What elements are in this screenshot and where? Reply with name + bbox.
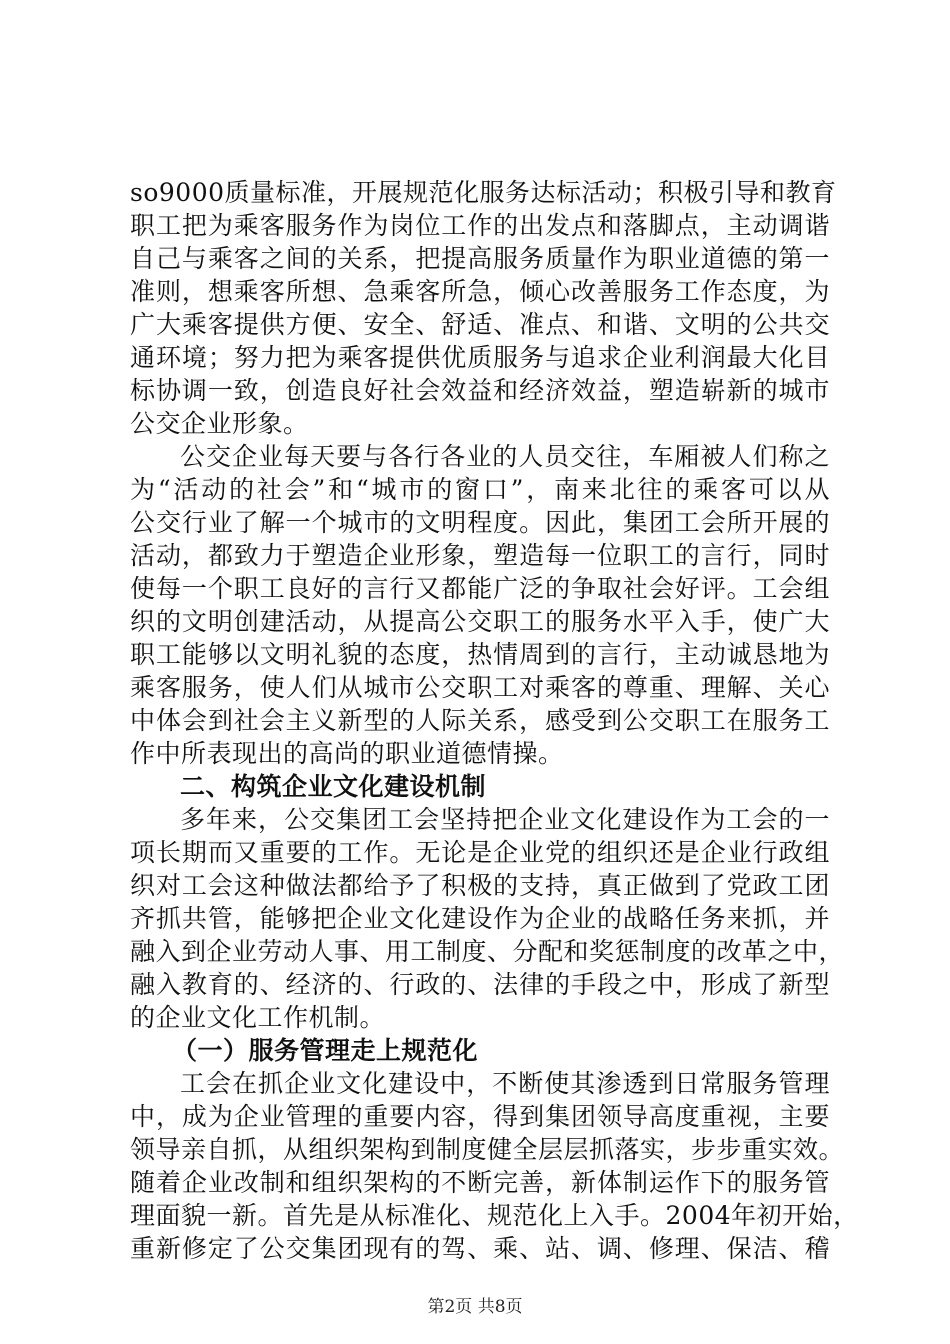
text-line: 乘客服务，使人们从城市公交职工对乘客的尊重、理解、关心 (130, 673, 830, 702)
text-line: 多年来，公交集团工会坚持把企业文化建设作为工会的一 (180, 805, 830, 834)
text-line: 工会在抓企业文化建设中，不断使其渗透到日常服务管理 (180, 1069, 830, 1098)
text-line: 中体会到社会主义新型的人际关系，感受到公交职工在服务工 (130, 706, 830, 735)
text-line: 重新修定了公交集团现有的驾、乘、站、调、修理、保洁、稽 (130, 1234, 830, 1263)
text-line: 使每一个职工良好的言行又都能广泛的争取社会好评。工会组 (130, 574, 830, 603)
text-line: 随着企业改制和组织架构的不断完善，新体制运作下的服务管 (130, 1168, 830, 1197)
section-heading: 二、构筑企业文化建设机制 (180, 772, 487, 801)
text-line: 公交企业形象。 (130, 409, 309, 438)
text-line: 织的文明创建活动，从提高公交职工的服务水平入手，使广大 (130, 607, 830, 636)
text-line: 织对工会这种做法都给予了积极的支持，真正做到了党政工团 (130, 871, 830, 900)
subsection-heading: （一）服务管理走上规范化 (172, 1036, 479, 1065)
page-footer: 第2页 共8页 (427, 1297, 523, 1317)
text-line: 职工能够以文明礼貌的态度，热情周到的言行，主动诚恳地为 (130, 640, 830, 669)
text-line: 准则，想乘客所想、急乘客所急，倾心改善服务工作态度，为 (130, 277, 830, 306)
text-line: 融入教育的、经济的、行政的、法律的手段之中，形成了新型 (130, 970, 830, 999)
text-line: 为“活动的社会”和“城市的窗口”，南来北往的乘客可以从 (130, 475, 830, 504)
text-line: so9000质量标准，开展规范化服务达标活动；积极引导和教育 (130, 178, 837, 207)
text-line: 自己与乘客之间的关系，把提高服务质量作为职业道德的第一 (130, 244, 830, 273)
text-line: 理面貌一新。首先是从标准化、规范化上入手。2004年初开始， (130, 1201, 859, 1230)
text-line: 通环境；努力把为乘客提供优质服务与追求企业利润最大化目 (130, 343, 830, 372)
text-line: 公交企业每天要与各行各业的人员交往，车厢被人们称之 (180, 442, 830, 471)
text-line: 标协调一致，创造良好社会效益和经济效益，塑造崭新的城市 (130, 376, 830, 405)
text-line: 职工把为乘客服务作为岗位工作的出发点和落脚点，主动调谐 (130, 211, 830, 240)
text-line: 项长期而又重要的工作。无论是企业党的组织还是企业行政组 (130, 838, 830, 867)
text-line: 中，成为企业管理的重要内容，得到集团领导高度重视，主要 (130, 1102, 830, 1131)
text-line: 齐抓共管，能够把企业文化建设作为企业的战略任务来抓，并 (130, 904, 830, 933)
text-line: 公交行业了解一个城市的文明程度。因此，集团工会所开展的 (130, 508, 830, 537)
text-line: 广大乘客提供方便、安全、舒适、准点、和谐、文明的公共交 (130, 310, 830, 339)
text-line: 活动，都致力于塑造企业形象，塑造每一位职工的言行，同时 (130, 541, 830, 570)
text-line: 作中所表现出的高尚的职业道德情操。 (130, 739, 564, 768)
text-line: 的企业文化工作机制。 (130, 1003, 386, 1032)
text-line: 领导亲自抓，从组织架构到制度健全层层抓落实，步步重实效。 (130, 1135, 845, 1164)
text-line: 融入到企业劳动人事、用工制度、分配和奖惩制度的改革之中， (130, 937, 845, 966)
